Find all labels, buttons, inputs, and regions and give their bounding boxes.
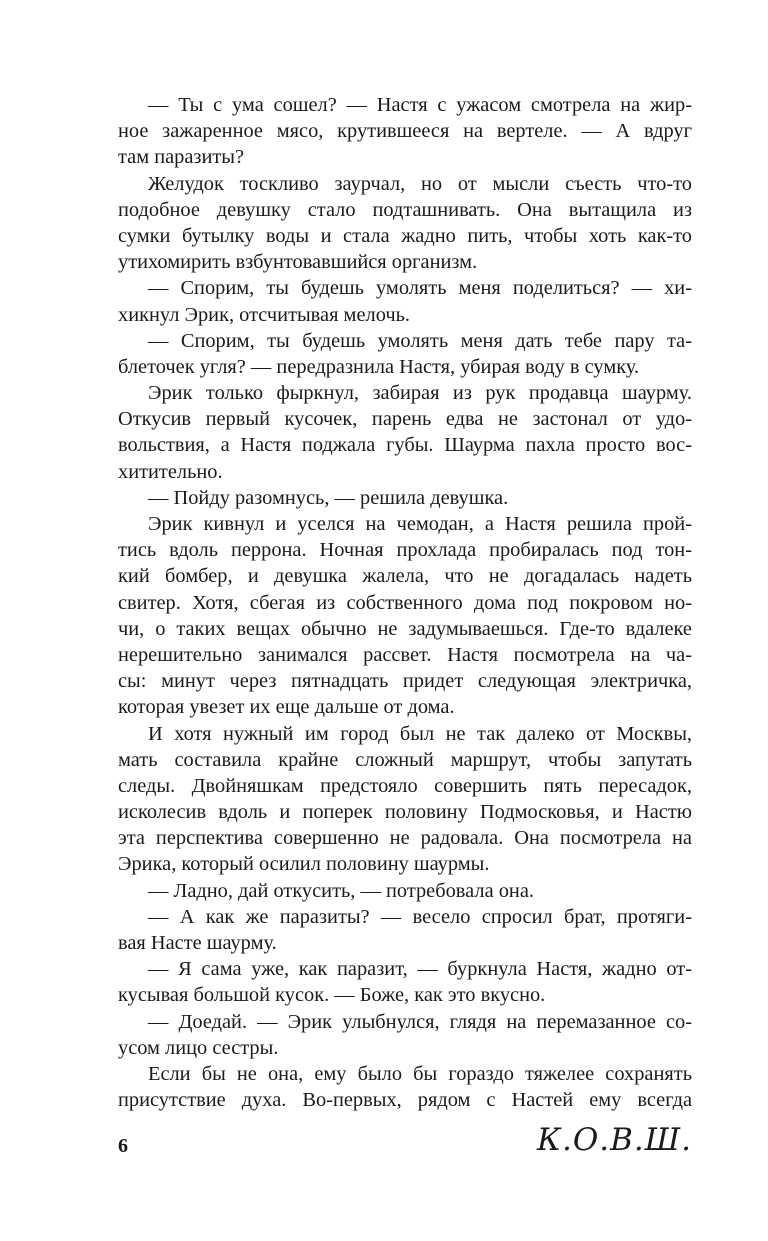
text-line: — Ладно, дай откусить, — потребовала она. [148, 879, 534, 902]
text-line: Эрик только фыркнул, забирая из рук продавца шаурму. [148, 382, 692, 405]
text-line: кусывая большой кусок. — Боже, как это вкусно. [118, 984, 546, 1007]
text-line: хикнул Эрик, отсчитывая мелочь. [118, 303, 411, 326]
text-line: чи, о таких вещах обычно не задумываешься. Где-то вдалеке [118, 617, 692, 640]
text-line: Откусив первый кусочек, парень едва не застонал от удо- [118, 408, 692, 431]
text-line: подобное девушку стало подташнивать. Она вытащила из [118, 198, 692, 221]
text-line: хитительно. [118, 460, 223, 483]
running-footer-initials: К.О.В.Ш. [537, 1122, 692, 1158]
text-line: И хотя нужный им город был не так далеко от Москвы, [148, 722, 692, 745]
text-line: — Спорим, ты будешь умолять меня дать тебе пару та- [148, 329, 692, 352]
text-line: вольствия, а Настя поджала губы. Шаурма пахла просто вос- [118, 434, 692, 457]
text-line: мать составила крайне сложный маршрут, чтобы запутать [118, 748, 692, 771]
text-line: ное зажаренное мясо, крутившееся на вертеле. — А вдруг [118, 120, 692, 143]
text-line: Эрика, который осилил половину шаурмы. [118, 853, 490, 876]
text-line: эта перспектива совершенно не радовала. Она посмотрела на [118, 827, 692, 850]
text-line: — А как же паразиты? — весело спросил брат, протяги- [148, 905, 692, 928]
text-line: — Я сама уже, как паразит, — буркнула Настя, жадно от- [148, 958, 692, 981]
text-line: кий бомбер, и девушка жалела, что не догадалась надеть [118, 565, 692, 588]
text-line: исколесив вдоль и поперек половину Подмосковья, и Настю [118, 801, 692, 824]
text-line: там паразиты? [118, 146, 245, 169]
text-line: Желудок тоскливо заурчал, но от мысли съесть что-то [148, 172, 692, 195]
page-number: 6 [118, 1135, 128, 1157]
text-line: Если бы не она, ему было бы гораздо тяжелее сохранять [148, 1062, 692, 1085]
text-line: блеточек угля? — передразнила Настя, убирая воду в сумку. [118, 355, 640, 378]
text-line: Эрик кивнул и уселся на чемодан, а Настя решила прой- [148, 513, 692, 535]
text-line: свитер. Хотя, сбегая из собственного дома под покровом но- [118, 591, 692, 614]
text-line: усом лицо сестры. [118, 1036, 279, 1059]
text-line: следы. Двойняшкам предстояло совершить пять пересадок, [118, 774, 692, 797]
text-line: — Спорим, ты будешь умолять меня поделиться? — хи- [148, 277, 692, 300]
text-line: сумки бутылку воды и стала жадно пить, чтобы хоть как-то [118, 224, 692, 247]
text-line: которая увезет их еще дальше от дома. [118, 696, 455, 719]
text-line: утихомирить взбунтовавшийся организм. [118, 251, 478, 274]
text-line: — Доедай. — Эрик улыбнулся, глядя на перемазанное со- [148, 1010, 692, 1033]
text-line: сы: минут через пятнадцать придет следующая электричка, [118, 670, 692, 693]
body-text [118, 92, 692, 1113]
text-line: — Ты с ума сошел? — Настя с ужасом смотрела на жир- [148, 94, 692, 116]
text-line: присутствие духа. Во-первых, рядом с Настей ему всегда [118, 1089, 692, 1112]
text-line: — Пойду разомнусь, — решила девушка. [148, 486, 509, 509]
text-line: вая Насте шаурму. [118, 932, 277, 954]
text-line: нерешительно занимался рассвет. Настя посмотрела на ча- [118, 643, 692, 666]
text-line: тись вдоль перрона. Ночная прохлада пробиралась под тон- [118, 539, 692, 562]
